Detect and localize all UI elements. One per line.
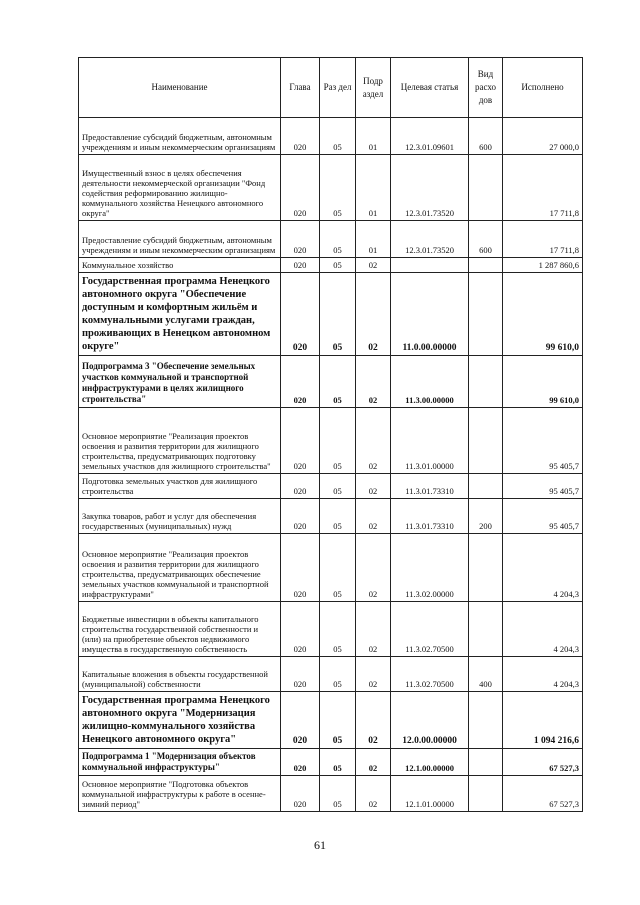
row-podrazdel: 01 bbox=[356, 155, 391, 221]
row-vid bbox=[469, 602, 503, 657]
row-amount: 4 204,3 bbox=[503, 657, 583, 692]
row-podrazdel: 01 bbox=[356, 221, 391, 258]
row-razdel: 05 bbox=[320, 534, 356, 602]
budget-table bbox=[78, 57, 583, 812]
header-glava: Глава bbox=[281, 58, 320, 118]
row-name: Имущественный взнос в целях обеспечения деятельности некоммерческой организации "Фонд содействия реформированию жилищно-коммунального хозяйства Ненецкого автономного округа" bbox=[79, 155, 281, 221]
row-razdel: 05 bbox=[320, 118, 356, 155]
row-podrazdel: 01 bbox=[356, 118, 391, 155]
row-target: 11.3.01.73310 bbox=[391, 499, 469, 534]
row-amount: 67 527,3 bbox=[503, 776, 583, 812]
row-glava: 020 bbox=[281, 258, 320, 273]
row-vid: 600 bbox=[469, 118, 503, 155]
row-podrazdel: 02 bbox=[356, 258, 391, 273]
row-name: Основное мероприятие "Реализация проектов освоения и развития территории для жилищного строительства, предусматривающих подготовку земельных участков для жилищного строительства" bbox=[79, 408, 281, 474]
row-name: Закупка товаров, работ и услуг для обеспечения государственных (муниципальных) нужд bbox=[79, 499, 281, 534]
row-amount: 95 405,7 bbox=[503, 499, 583, 534]
row-glava: 020 bbox=[281, 155, 320, 221]
header-razdel: Раз дел bbox=[320, 58, 356, 118]
header-done: Исполнено bbox=[503, 58, 583, 118]
row-target: 12.1.00.00000 bbox=[391, 749, 469, 776]
row-vid bbox=[469, 534, 503, 602]
row-razdel: 05 bbox=[320, 221, 356, 258]
row-amount: 1 094 216,6 bbox=[503, 692, 583, 749]
row-amount: 1 287 860,6 bbox=[503, 258, 583, 273]
row-razdel: 05 bbox=[320, 408, 356, 474]
table-row bbox=[79, 534, 583, 602]
row-podrazdel: 02 bbox=[356, 356, 391, 408]
row-glava: 020 bbox=[281, 273, 320, 356]
row-glava: 020 bbox=[281, 657, 320, 692]
row-razdel: 05 bbox=[320, 692, 356, 749]
row-vid bbox=[469, 776, 503, 812]
row-name: Подпрограмма 1 "Модернизация объектов коммунальной инфраструктуры" bbox=[79, 749, 281, 776]
row-name: Предоставление субсидий бюджетным, автономным учреждениям и иным некоммерческим организациям bbox=[79, 118, 281, 155]
row-amount: 95 405,7 bbox=[503, 408, 583, 474]
table-row bbox=[79, 273, 583, 356]
row-target: 11.3.02.00000 bbox=[391, 534, 469, 602]
row-vid bbox=[469, 474, 503, 499]
row-vid bbox=[469, 408, 503, 474]
row-podrazdel: 02 bbox=[356, 602, 391, 657]
table-row bbox=[79, 474, 583, 499]
row-amount: 4 204,3 bbox=[503, 534, 583, 602]
row-target: 11.3.00.00000 bbox=[391, 356, 469, 408]
row-vid bbox=[469, 692, 503, 749]
row-podrazdel: 02 bbox=[356, 474, 391, 499]
row-podrazdel: 02 bbox=[356, 273, 391, 356]
row-podrazdel: 02 bbox=[356, 408, 391, 474]
row-target: 11.3.01.00000 bbox=[391, 408, 469, 474]
row-glava: 020 bbox=[281, 602, 320, 657]
row-name: Государственная программа Ненецкого автономного округа "Обеспечение доступным и комфортным жильём и коммунальными услугами граждан, проживающих в Ненецком автономном округе" bbox=[79, 273, 281, 356]
table-row bbox=[79, 221, 583, 258]
row-glava: 020 bbox=[281, 749, 320, 776]
row-vid bbox=[469, 273, 503, 356]
row-name: Коммунальное хозяйство bbox=[79, 258, 281, 273]
table-row bbox=[79, 155, 583, 221]
row-vid: 200 bbox=[469, 499, 503, 534]
row-target bbox=[391, 258, 469, 273]
table-row bbox=[79, 776, 583, 812]
row-glava: 020 bbox=[281, 776, 320, 812]
row-name: Подпрограмма 3 "Обеспечение земельных участков коммунальной и транспортной инфраструктурами в целях жилищного строительства" bbox=[79, 356, 281, 408]
row-vid bbox=[469, 258, 503, 273]
row-amount: 17 711,8 bbox=[503, 155, 583, 221]
row-name: Бюджетные инвестиции в объекты капитального строительства государственной собственности и (или) на приобретение объектов недвижимого имущества в государственную собственность bbox=[79, 602, 281, 657]
row-podrazdel: 02 bbox=[356, 534, 391, 602]
row-vid bbox=[469, 155, 503, 221]
row-target: 12.0.00.00000 bbox=[391, 692, 469, 749]
header-row bbox=[79, 58, 583, 118]
row-glava: 020 bbox=[281, 499, 320, 534]
row-podrazdel: 02 bbox=[356, 499, 391, 534]
row-podrazdel: 02 bbox=[356, 776, 391, 812]
row-name: Предоставление субсидий бюджетным, автономным учреждениям и иным некоммерческим организациям bbox=[79, 221, 281, 258]
row-glava: 020 bbox=[281, 118, 320, 155]
table-row bbox=[79, 356, 583, 408]
table-row bbox=[79, 602, 583, 657]
page-number: 61 bbox=[314, 838, 326, 852]
row-razdel: 05 bbox=[320, 356, 356, 408]
row-vid bbox=[469, 749, 503, 776]
row-target: 12.3.01.73520 bbox=[391, 155, 469, 221]
row-amount: 67 527,3 bbox=[503, 749, 583, 776]
row-podrazdel: 02 bbox=[356, 692, 391, 749]
row-razdel: 05 bbox=[320, 258, 356, 273]
row-razdel: 05 bbox=[320, 602, 356, 657]
row-name: Основное мероприятие "Реализация проектов освоения и развития территории для жилищного строительства, предусматривающих обеспечение земельных участков коммунальной и транспортной инфраструктурами" bbox=[79, 534, 281, 602]
header-vid: Вид расхо дов bbox=[469, 58, 503, 118]
table-row bbox=[79, 499, 583, 534]
table-row bbox=[79, 657, 583, 692]
header-name: Наименование bbox=[79, 58, 281, 118]
row-name: Капитальные вложения в объекты государственной (муниципальной) собственности bbox=[79, 657, 281, 692]
row-name: Подготовка земельных участков для жилищного строительства bbox=[79, 474, 281, 499]
table-row bbox=[79, 118, 583, 155]
row-razdel: 05 bbox=[320, 474, 356, 499]
row-razdel: 05 bbox=[320, 749, 356, 776]
row-glava: 020 bbox=[281, 221, 320, 258]
row-amount: 17 711,8 bbox=[503, 221, 583, 258]
header-target: Целевая статья bbox=[391, 58, 469, 118]
table-row bbox=[79, 692, 583, 749]
row-target: 11.3.02.70500 bbox=[391, 602, 469, 657]
row-target: 11.0.00.00000 bbox=[391, 273, 469, 356]
row-name: Государственная программа Ненецкого автономного округа "Модернизация жилищно-коммунального хозяйства Ненецкого автономного округа" bbox=[79, 692, 281, 749]
row-glava: 020 bbox=[281, 692, 320, 749]
row-amount: 95 405,7 bbox=[503, 474, 583, 499]
row-podrazdel: 02 bbox=[356, 749, 391, 776]
row-vid: 400 bbox=[469, 657, 503, 692]
row-target: 11.3.02.70500 bbox=[391, 657, 469, 692]
row-podrazdel: 02 bbox=[356, 657, 391, 692]
row-amount: 99 610,0 bbox=[503, 356, 583, 408]
table-row bbox=[79, 749, 583, 776]
row-glava: 020 bbox=[281, 534, 320, 602]
row-name: Основное мероприятие "Подготовка объектов коммунальной инфраструктуры к работе в осенне-зимний период" bbox=[79, 776, 281, 812]
row-target: 12.3.01.09601 bbox=[391, 118, 469, 155]
table-row bbox=[79, 258, 583, 273]
table-row bbox=[79, 408, 583, 474]
row-razdel: 05 bbox=[320, 273, 356, 356]
row-glava: 020 bbox=[281, 408, 320, 474]
row-razdel: 05 bbox=[320, 776, 356, 812]
row-amount: 99 610,0 bbox=[503, 273, 583, 356]
row-razdel: 05 bbox=[320, 657, 356, 692]
row-glava: 020 bbox=[281, 474, 320, 499]
row-target: 12.3.01.73520 bbox=[391, 221, 469, 258]
row-amount: 27 000,0 bbox=[503, 118, 583, 155]
row-target: 12.1.01.00000 bbox=[391, 776, 469, 812]
row-amount: 4 204,3 bbox=[503, 602, 583, 657]
row-vid bbox=[469, 356, 503, 408]
header-podrazdel: Подр аздел bbox=[356, 58, 391, 118]
row-razdel: 05 bbox=[320, 499, 356, 534]
row-vid: 600 bbox=[469, 221, 503, 258]
row-razdel: 05 bbox=[320, 155, 356, 221]
row-target: 11.3.01.73310 bbox=[391, 474, 469, 499]
row-glava: 020 bbox=[281, 356, 320, 408]
